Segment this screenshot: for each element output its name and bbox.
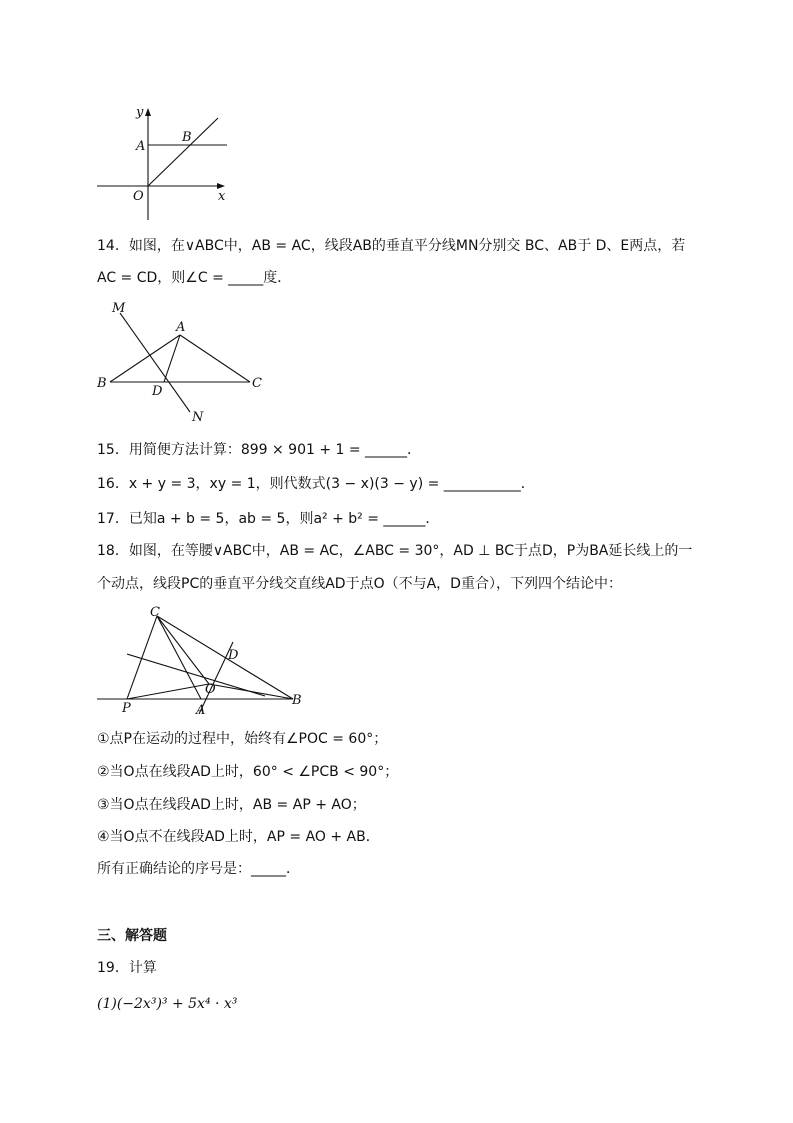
point-b-label: B: [97, 376, 107, 391]
triangle-figure-18: [95, 604, 310, 719]
point-a-label: A: [136, 139, 146, 154]
point-d-label: D: [152, 384, 163, 399]
question-16: 16．x + y = 3，xy = 1，则代数式(3 − x)(3 − y) = ___________．: [97, 476, 535, 492]
question-17: 17．已知a + b = 5，ab = 5，则a² + b² = ______．: [97, 511, 440, 527]
point-p-label: P: [122, 701, 131, 716]
question-19-part-1: (1)(−2x³)³ + 5x⁴ · x³: [97, 996, 238, 1012]
statement-4: ④当O点不在线段AD上时，AP = AO + AB．: [97, 829, 380, 845]
point-a-label: A: [176, 320, 186, 335]
point-a-label: A: [196, 703, 206, 718]
statement-3: ③当O点在线段AD上时，AB = AP + AO；: [97, 797, 366, 813]
question-18-line-1: 18．如图，在等腰∨ABC中，AB = AC，∠ABC = 30°，AD ⊥ BC于点D，P为BA延长线上的一: [97, 543, 693, 559]
section-heading: 三、解答题: [97, 928, 167, 944]
question-14-line-2: AC = CD，则∠C = _____度．: [97, 270, 292, 286]
point-c-label: C: [252, 376, 262, 391]
point-b-label: B: [182, 130, 192, 145]
y-axis-label: y: [136, 105, 144, 120]
coordinate-figure: [95, 100, 235, 225]
x-axis-label: x: [218, 189, 226, 204]
point-o-label: O: [205, 682, 216, 697]
question-18-line-2: 个动点，线段PC的垂直平分线交直线AD于点O（不与A，D重合），下列四个结论中：: [97, 576, 622, 592]
question-15: 15．用简便方法计算：899 × 901 + 1 = ______．: [97, 442, 422, 458]
origin-label: O: [133, 189, 144, 204]
point-c-label: C: [150, 605, 160, 620]
question-14-line-1: 14．如图，在∨ABC中，AB = AC，线段AB的垂直平分线MN分别交 BC、AB于 D、E两点，若: [97, 238, 686, 254]
point-n-label: N: [192, 410, 204, 425]
statement-1: ①点P在运动的过程中，始终有∠POC = 60°；: [97, 731, 388, 747]
question-18-answer-prompt: 所有正确结论的序号是：_____．: [97, 861, 300, 877]
point-b-label: B: [292, 693, 302, 708]
point-d-label: D: [228, 648, 239, 663]
triangle-figure-14: [92, 295, 272, 425]
point-m-label: M: [112, 301, 126, 316]
question-19-title: 19．计算: [97, 960, 157, 976]
statement-2: ②当O点在线段AD上时，60° < ∠PCB < 90°；: [97, 764, 399, 780]
